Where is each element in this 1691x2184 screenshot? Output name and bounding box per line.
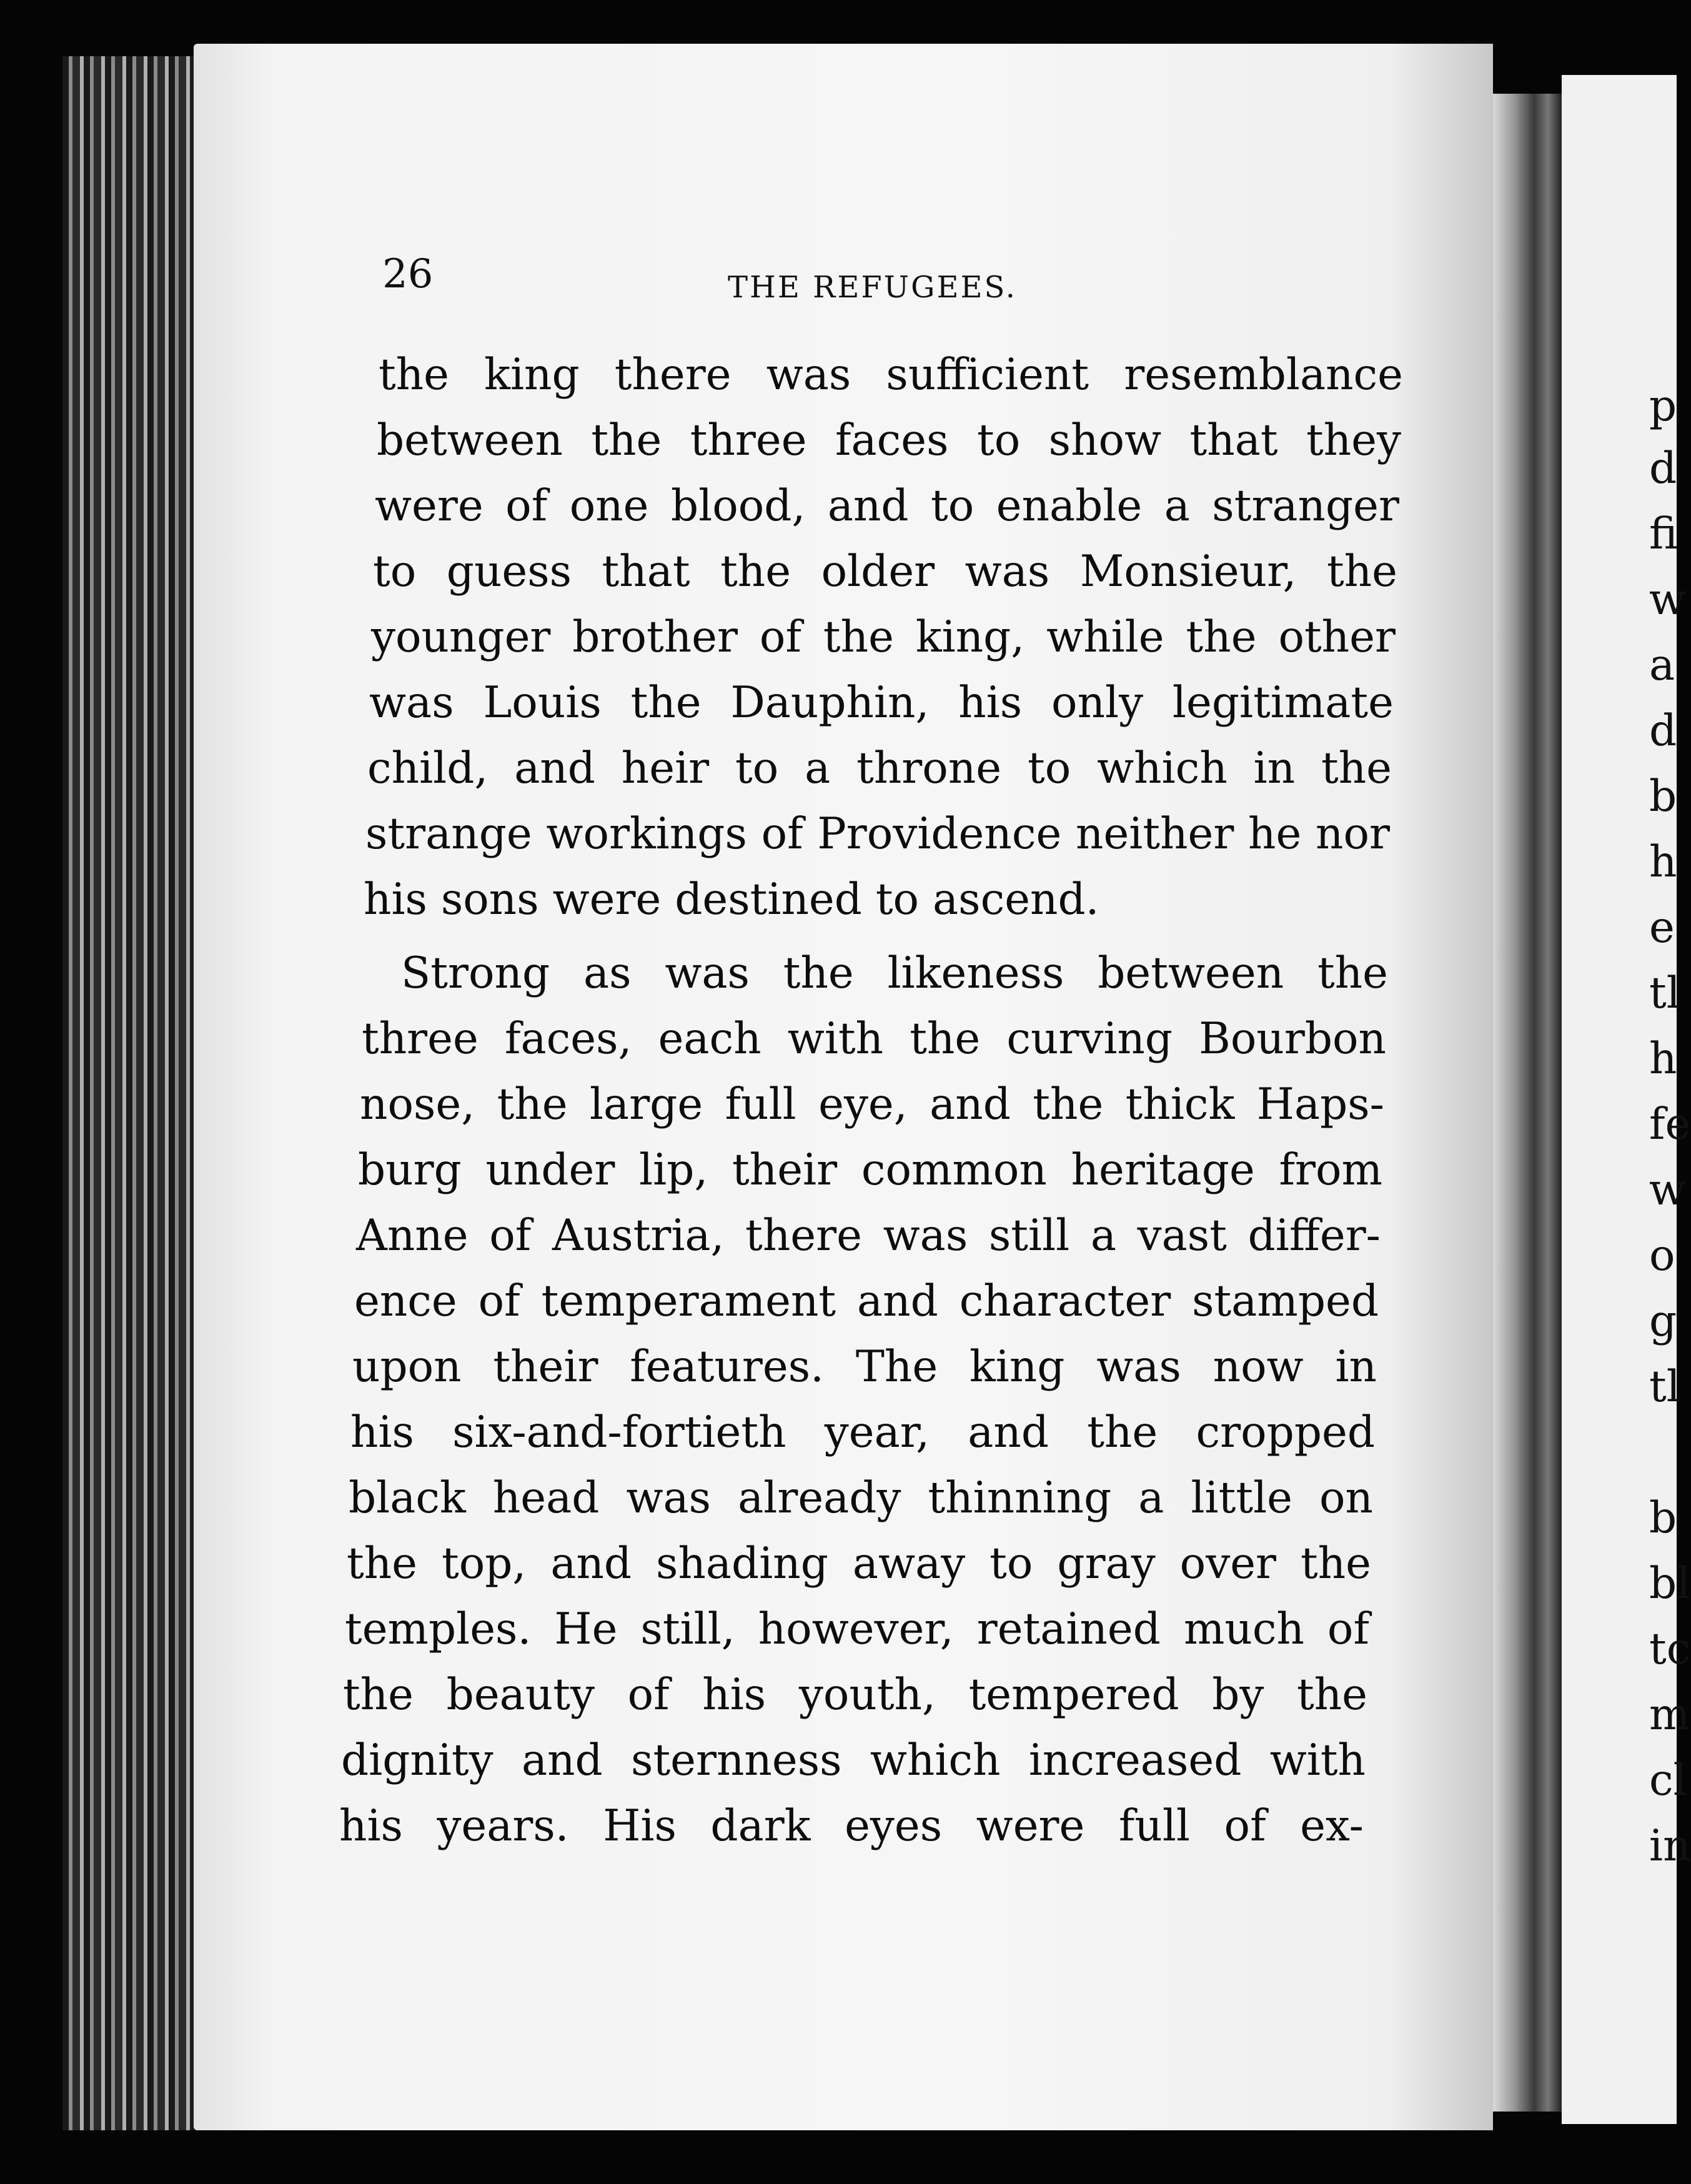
page-edges (62, 56, 206, 2130)
text-line: burg under lip, their common heritage from (358, 1145, 1382, 1195)
text-line: upon their features. The king was now in (352, 1342, 1377, 1392)
text-line: his six-and-fortieth year, and the cropped (350, 1407, 1375, 1457)
text-line: the top, and shading away to gray over the (347, 1539, 1371, 1589)
book-gutter (1493, 94, 1562, 2112)
facing-page-fragment: tl (1649, 968, 1680, 1018)
facing-page-fragment: b (1649, 1493, 1677, 1543)
facing-page-fragment: h (1649, 1034, 1677, 1084)
text-line: black head was already thinning a little on (349, 1473, 1373, 1523)
facing-page-fragment: e (1649, 903, 1675, 953)
text-line: his years. His dark eyes were full of ex- (339, 1801, 1364, 1851)
text-line: nose, the large full eye, and the thick Haps- (360, 1080, 1384, 1129)
text-line: his sons were destined to ascend. (364, 875, 1099, 925)
body-text (194, 44, 1493, 2130)
text-line: temples. He still, however, retained much of (345, 1604, 1369, 1654)
facing-page-fragment: in (1649, 1821, 1691, 1871)
facing-page-fragment: w (1649, 575, 1687, 625)
facing-page-fragment: bl (1649, 1559, 1691, 1609)
text-line: the beauty of his youth, tempered by the (343, 1670, 1367, 1720)
facing-page-fragment: p (1649, 381, 1677, 431)
facing-page-fragment: fe (1649, 1099, 1691, 1149)
text-line: dignity and sternness which increased with (341, 1735, 1366, 1785)
facing-page-fragment: m (1649, 1690, 1690, 1740)
page-number: 26 (382, 251, 434, 297)
facing-page-fragment: d (1649, 706, 1677, 756)
facing-page-fragment: tc (1649, 1624, 1691, 1674)
running-head: THE REFUGEES. (728, 270, 1017, 305)
facing-page-fragment: w (1649, 1165, 1687, 1215)
text-line: ence of temperament and character stamped (354, 1276, 1379, 1326)
text-line: was Louis the Dauphin, his only legitimate (369, 678, 1394, 728)
facing-page-fragment: a (1649, 640, 1675, 690)
book-page (194, 44, 1493, 2130)
text-line: strange workings of Providence neither he nor (365, 809, 1390, 859)
text-line: were of one blood, and to enable a stranger (375, 481, 1399, 531)
text-line: three faces, each with the curving Bourbon (362, 1014, 1386, 1064)
text-line: to guess that the older was Monsieur, the (373, 547, 1397, 597)
text-line: the king there was sufficient resemblance (379, 350, 1403, 400)
facing-page-fragment: fi (1649, 509, 1679, 559)
text-line: Anne of Austria, there was still a vast differ- (356, 1211, 1381, 1261)
text-line: child, and heir to a throne to which in the (367, 743, 1392, 793)
facing-page-fragment: o (1649, 1231, 1675, 1281)
facing-page-fragment: b (1649, 772, 1677, 821)
text-line: younger brother of the king, while the other (371, 612, 1396, 662)
facing-page-fragment: tl (1649, 1362, 1680, 1412)
facing-page-fragment: d (1649, 444, 1677, 494)
text-line: Strong as was the likeness between the (401, 948, 1388, 998)
facing-page-fragment: h (1649, 837, 1677, 887)
facing-page-fragment: g (1649, 1296, 1677, 1346)
text-line: between the three faces to show that they (377, 415, 1401, 465)
facing-page-fragment: cl (1649, 1755, 1687, 1805)
